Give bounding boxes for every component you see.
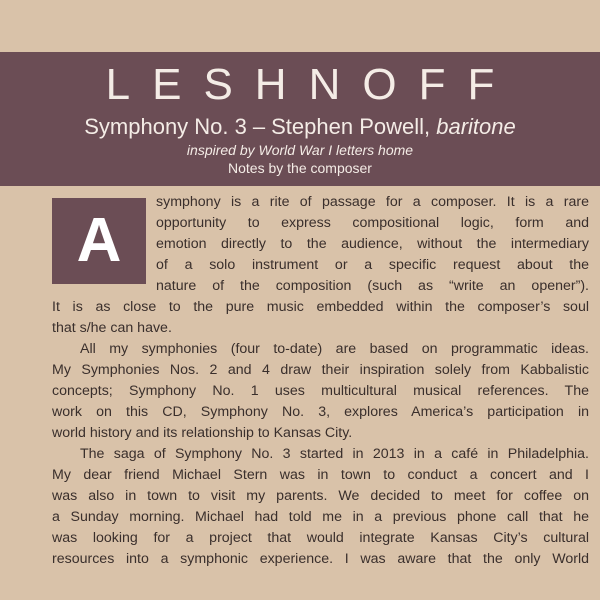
body-line: My Symphonies Nos. 2 and 4 draw their inspiration solely from Kabbalistic (52, 362, 589, 378)
body-line: All my symphonies (four to-date) are based on programmatic ideas. (80, 341, 589, 357)
body-line: work on this CD, Symphony No. 3, explores America’s participation in (52, 404, 589, 420)
body-line: It is as close to the pure music embedded within the composer’s soul (52, 299, 589, 315)
title-banner (0, 52, 600, 186)
work-title: Symphony No. 3 (84, 114, 247, 139)
body-line: concepts; Symphony No. 1 uses multicultural musical references. The (52, 383, 589, 399)
body-line: a Sunday morning. Michael had told me in a previous phone call that he (52, 509, 589, 525)
drop-cap: A (52, 198, 146, 284)
composer-name: LESHNOFF (105, 60, 517, 109)
body-line: symphony is a rite of passage for a composer. It is a rare (156, 194, 589, 210)
subtitle: inspired by World War I letters home (186, 142, 414, 158)
body-line: of a solo instrument or a specific request about the (156, 257, 589, 273)
notes-credit: Notes by the composer (228, 160, 372, 176)
body-line: emotion directly to the audience, without the intermediary (156, 236, 589, 252)
body-line: opportunity to express compositional logic, form and (156, 215, 589, 231)
performer-role: baritone (436, 114, 516, 139)
body-line: My dear friend Michael Stern was in town to conduct a concert and I (52, 467, 589, 483)
work-title-line (0, 114, 600, 140)
body-line: resources into a symphonic experience. I was aware that the only World (52, 551, 589, 567)
body-line: nature of the composition (such as “write an opener”). (156, 278, 589, 294)
body-line: was also in town to visit my parents. We decided to meet for coffee on (52, 488, 589, 504)
body-line: that s/he can have. (52, 320, 172, 336)
performer-name: Stephen Powell, (271, 114, 431, 139)
body-line: was looking for a project that would integrate Kansas City’s cultural (52, 530, 589, 546)
body-line: world history and its relationship to Kansas City. (52, 425, 353, 441)
body-line: The saga of Symphony No. 3 started in 2013 in a café in Philadelphia. (80, 446, 589, 462)
title-dash: – (252, 114, 266, 139)
